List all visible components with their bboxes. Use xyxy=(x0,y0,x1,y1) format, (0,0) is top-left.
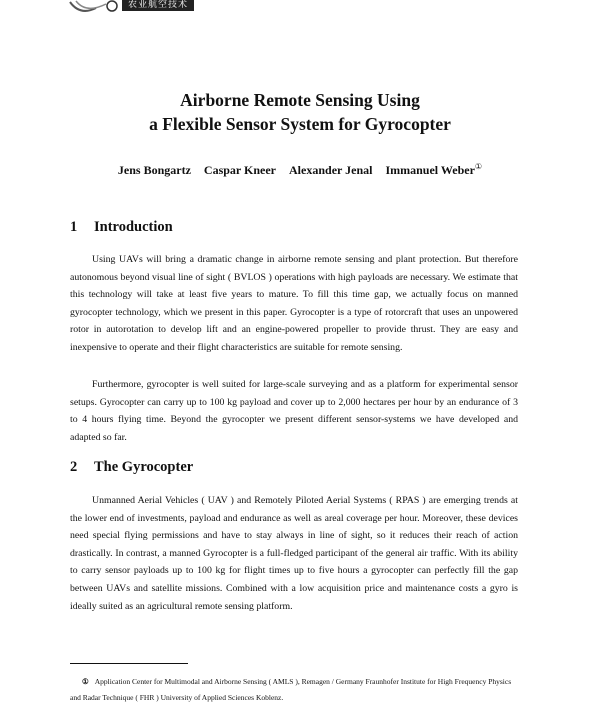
section-heading xyxy=(70,459,193,476)
journal-tag: 农业航空技术 xyxy=(122,0,194,11)
section-title: Introduction xyxy=(94,219,173,235)
section-number: 1 xyxy=(70,219,78,235)
author: Jens Bongartz xyxy=(117,163,191,177)
footnote-divider xyxy=(70,663,188,664)
author-list xyxy=(0,162,600,178)
author: Alexander Jenal xyxy=(289,163,373,177)
title-line-2: a Flexible Sensor System for Gyrocopter xyxy=(149,114,451,134)
section-number: 2 xyxy=(70,459,78,475)
body-paragraph: Unmanned Aerial Vehicles ( UAV ) and Remotely Piloted Aerial Systems ( RPAS ) are emerging trends at the lower end of investments, payload and endurance as well as areal coverage per hour. Moreover, these devices need special flying permissions and have to stay always in line of sight, so it reduces their reach of action drastically. In contrast, a manned Gyrocopter is a full-fledged participant of the general air traffic. With its ability to carry sensor payloads up to 100 kg for flight times up to five hours a gyrocopter can perfectly fill the gap between UAVs and satellite missions. Combined with a low acquisition price and maintenance costs a gyro is ideally suited as an agricultural remote sensing platform. xyxy=(70,495,518,612)
author: Immanuel Weber① xyxy=(385,162,483,177)
section-heading xyxy=(70,219,173,236)
title-line-1: Airborne Remote Sensing Using xyxy=(180,90,420,110)
paper-title xyxy=(0,88,600,136)
footnote-text: Application Center for Multimodal and Airborne Sensing ( AMLS ), Remagen / Germany Fraunhofer Institute for High Frequency Physics and Radar Technique ( FHR ) University of Applied Sciences Koblenz. xyxy=(70,677,512,702)
journal-logo-icon xyxy=(66,0,126,16)
body-paragraph: Furthermore, gyrocopter is well suited for large-scale surveying and as a platform for experimental sensor setups. Gyrocopter can carry up to 100 kg payload and cover up to 2,000 hectares per hour by an endurance of 3 to 4 hours flying time. Beyond the gyrocopter we present different sensor-systems we have developed and adapted so far. xyxy=(70,379,518,443)
author-footnote-mark: ① xyxy=(474,162,483,171)
section-title: The Gyrocopter xyxy=(94,459,194,475)
body-paragraph: Using UAVs will bring a dramatic change in airborne remote sensing and plant protection. But therefore autonomous beyond visual line of sight ( BVLOS ) operations with high payloads are necessary. We estimate that this technology will take at least five years to mature. To fill this time gap, we actually focus on manned gyrocopter technology, which we present in this paper. Gyrocopter is a type of rotorcraft that uses an unpowered rotor in autorotation to develop lift and an engine-powered propeller to provide thrust. They are easy and inexpensive to operate and their flight characteristics are suitable for remote sensing. xyxy=(70,254,518,353)
footnote xyxy=(70,674,518,706)
footnote-mark: ① xyxy=(82,677,89,686)
author: Caspar Kneer xyxy=(203,163,277,177)
